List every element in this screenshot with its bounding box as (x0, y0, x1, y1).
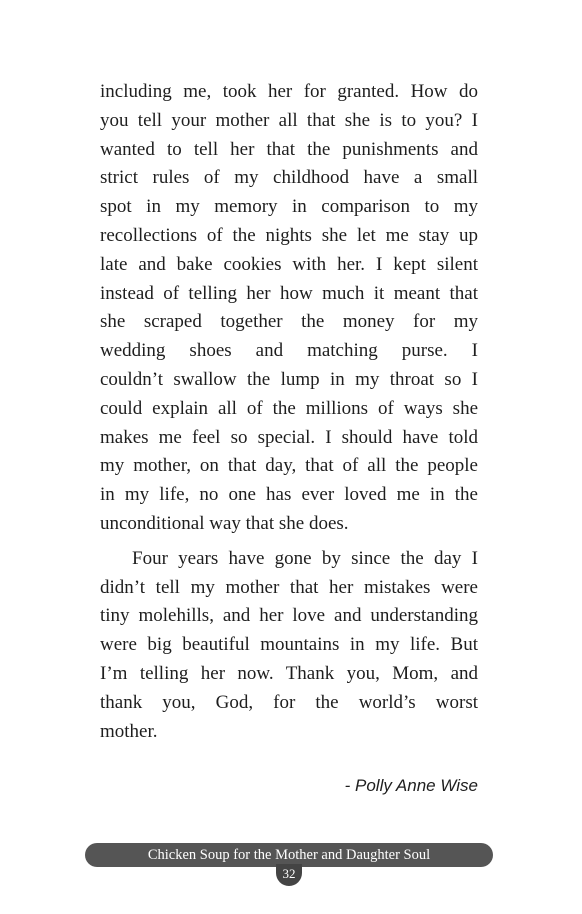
story-text (100, 78, 478, 746)
text-line: unconditional way that she does. (100, 512, 349, 534)
text-line: recollections of the nights she let me stay up (100, 224, 478, 246)
text-line: in my life, no one has ever loved me in the (100, 484, 478, 506)
text-line: Four years have gone by since the day I (132, 547, 478, 569)
text-line: mother. (100, 720, 158, 742)
text-line: you tell your mother all that she is to you? I (100, 109, 478, 131)
text-line: tiny molehills, and her love and understanding (100, 605, 478, 627)
text-line: makes me feel so special. I should have told (100, 426, 478, 448)
text-line: instead of telling her how much it meant that (100, 282, 478, 304)
paragraph-2 (100, 545, 478, 747)
page-number: 32 (276, 864, 302, 886)
text-line: wanted to tell her that the punishments and (100, 138, 478, 160)
text-line: my mother, on that day, that of all the people (100, 455, 478, 477)
author-attribution: - Polly Anne Wise (344, 776, 478, 795)
text-line: I’m telling her now. Thank you, Mom, and (100, 662, 478, 684)
text-line: wedding shoes and matching purse. I (100, 340, 478, 362)
text-line: didn’t tell my mother that her mistakes were (100, 576, 478, 598)
book-title: Chicken Soup for the Mother and Daughter Soul (147, 846, 431, 863)
text-line: couldn’t swallow the lump in my throat so I (100, 368, 478, 390)
text-line: spot in my memory in comparison to my (100, 196, 478, 218)
text-line: thank you, God, for the world’s worst (100, 691, 478, 713)
text-line: including me, took her for granted. How do (100, 81, 478, 102)
text-line: late and bake cookies with her. I kept silent (100, 253, 478, 275)
text-line: strict rules of my childhood have a small (100, 167, 478, 189)
paragraph-1 (100, 78, 478, 539)
text-line: could explain all of the millions of ways she (100, 397, 478, 419)
text-line: she scraped together the money for my (100, 311, 478, 333)
text-line: were big beautiful mountains in my life. But (100, 634, 478, 656)
